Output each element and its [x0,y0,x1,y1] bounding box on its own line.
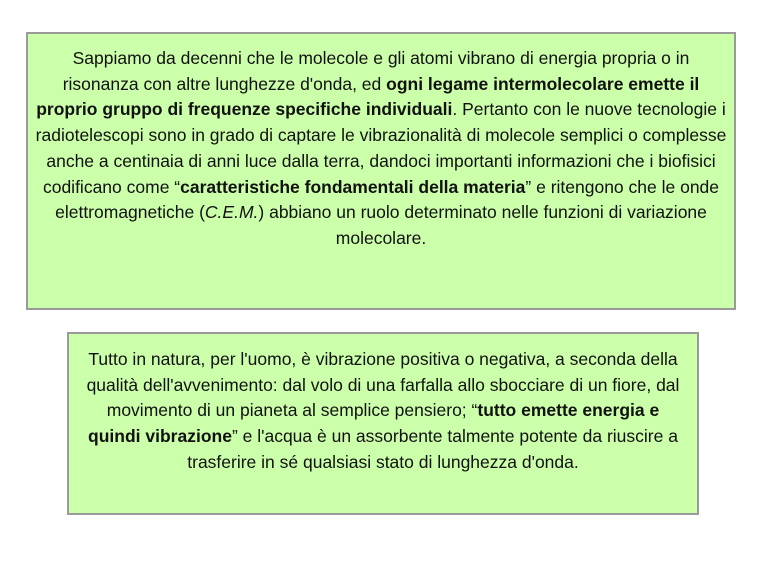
box1-text-2: . Pertanto con le nuove tecnologie i radiotelescopi sono in grado di captare le vibrazionalità di molecole semplici o complesse anche a centinaia di anni luce dalla terra, dandoci importanti informazioni che i biofisici codificano come “ [35,99,727,197]
box1-text-1: Sappiamo da decenni che le molecole e gli atomi vibrano di energia propria o in risonanza con altre lunghezze d'onda, ed [62,48,690,94]
box1-bold-1: ogni legame intermolecolare emette il proprio gruppo di frequenze specifiche individuali [36,73,700,120]
text-box-molecole [26,32,736,310]
box2-text-2: ” e l'acqua è un assorbente talmente potente da riuscire a trasferire in sé qualsiasi stato di lunghezza d'onda. [187,426,678,472]
box1-italic-cem: C.E.M. [204,202,259,223]
box2-bold-1: tutto emette energia e quindi vibrazione [88,400,660,447]
box1-text-4: ) abbiano un ruolo determinato nelle funzioni di variazione molecolare. [258,202,707,248]
box2-text-1: Tutto in natura, per l'uomo, è vibrazione positiva o negativa, a seconda della qualità dell'avvenimento: dal volo di una farfalla allo sbocciare di un fiore, dal movimento di un pianeta al semplice pensiero; “ [86,349,680,421]
text-box-vibrazione [67,332,699,515]
box1-text-3: ” e ritengono che le onde elettromagnetiche ( [55,176,720,223]
box1-bold-2: caratteristiche fondamentali della materia [180,176,526,197]
